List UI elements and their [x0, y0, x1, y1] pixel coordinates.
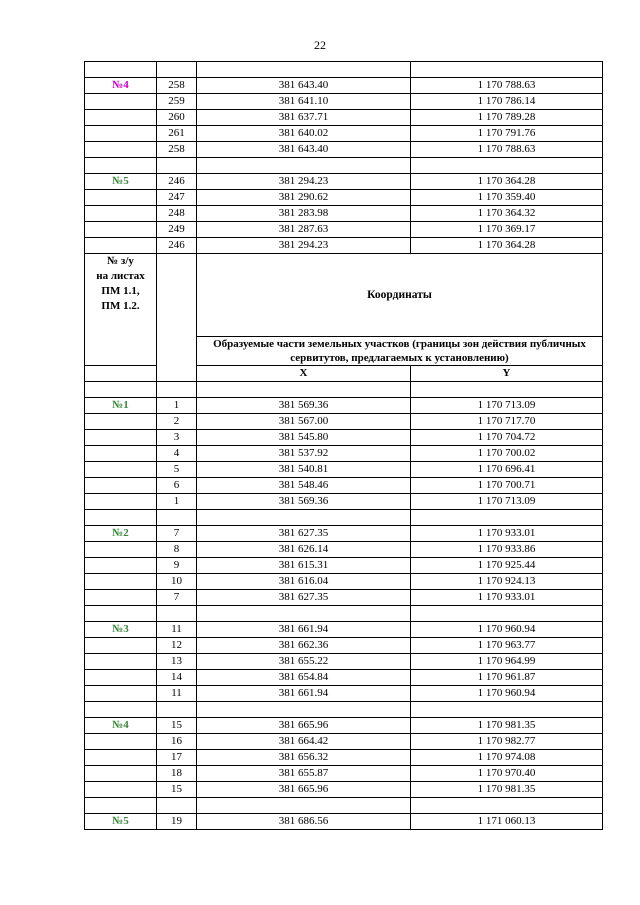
parcel-label-cell: [85, 142, 157, 158]
parcel-label-cell: №1: [85, 398, 157, 414]
x-coordinate-cell: [197, 798, 411, 814]
x-coordinate-cell: 381 567.00: [197, 414, 411, 430]
parcel-label-cell: [85, 638, 157, 654]
parcel-label-cell: [85, 494, 157, 510]
y-coordinate-cell: 1 170 788.63: [411, 142, 603, 158]
x-coordinate-cell: 381 537.92: [197, 446, 411, 462]
y-coordinate-cell: 1 170 786.14: [411, 94, 603, 110]
y-coordinate-cell: 1 170 970.40: [411, 766, 603, 782]
table-row: [85, 78, 603, 94]
point-number-cell: 7: [157, 526, 197, 542]
parcel-label-cell: [85, 414, 157, 430]
parts-title: Образуемые части земельных участков (границы зон действия публичных сервитутов, предлагаемых к установлению): [197, 337, 603, 366]
point-number-header: [157, 254, 197, 382]
y-coordinate-cell: [411, 510, 603, 526]
coordinates-title: Координаты: [197, 254, 603, 337]
parcel-label-cell: [85, 574, 157, 590]
parcel-header-line: на листах: [96, 270, 145, 282]
y-coordinate-cell: 1 170 700.02: [411, 446, 603, 462]
x-coordinate-cell: 381 654.84: [197, 670, 411, 686]
point-number-cell: 246: [157, 174, 197, 190]
x-coordinate-cell: 381 569.36: [197, 494, 411, 510]
point-number-cell: 12: [157, 638, 197, 654]
x-coordinate-cell: 381 287.63: [197, 222, 411, 238]
point-number-cell: 14: [157, 670, 197, 686]
x-coordinate-cell: 381 627.35: [197, 590, 411, 606]
table-row: [85, 142, 603, 158]
y-coordinate-cell: [411, 382, 603, 398]
y-coordinate-cell: 1 170 791.76: [411, 126, 603, 142]
point-number-cell: 9: [157, 558, 197, 574]
y-coordinate-cell: 1 170 964.99: [411, 654, 603, 670]
x-coordinate-cell: 381 626.14: [197, 542, 411, 558]
table-row: [85, 686, 603, 702]
x-coordinate-cell: 381 686.56: [197, 814, 411, 830]
x-coordinate-cell: 381 664.42: [197, 734, 411, 750]
header-blank-cell: [85, 366, 157, 382]
y-coordinate-cell: 1 171 060.13: [411, 814, 603, 830]
blank-row: [85, 62, 603, 78]
table-row: [85, 398, 603, 414]
point-number-cell: 258: [157, 78, 197, 94]
x-coordinate-cell: [197, 382, 411, 398]
point-number-cell: 3: [157, 430, 197, 446]
blank-row: [85, 510, 603, 526]
table-row: [85, 462, 603, 478]
x-coordinate-cell: 381 661.94: [197, 686, 411, 702]
table-row: [85, 526, 603, 542]
x-coordinate-cell: [197, 510, 411, 526]
parcel-label-cell: [85, 222, 157, 238]
y-coordinate-cell: 1 170 960.94: [411, 622, 603, 638]
parcel-label-cell: [85, 558, 157, 574]
point-number-cell: 248: [157, 206, 197, 222]
parcel-header-line: ПМ 1.1,: [101, 285, 140, 297]
y-coordinate-cell: 1 170 364.32: [411, 206, 603, 222]
y-coordinate-cell: [411, 702, 603, 718]
y-coordinate-cell: 1 170 981.35: [411, 718, 603, 734]
y-coordinate-cell: 1 170 704.72: [411, 430, 603, 446]
y-coordinate-cell: [411, 62, 603, 78]
x-coordinate-cell: 381 545.80: [197, 430, 411, 446]
table-row: [85, 478, 603, 494]
point-number-cell: [157, 606, 197, 622]
y-coordinate-cell: 1 170 981.35: [411, 782, 603, 798]
y-coordinate-cell: 1 170 789.28: [411, 110, 603, 126]
y-coordinate-cell: [411, 606, 603, 622]
point-number-cell: 7: [157, 590, 197, 606]
parcel-label-cell: [85, 734, 157, 750]
x-coordinate-cell: 381 643.40: [197, 78, 411, 94]
x-coordinate-cell: [197, 606, 411, 622]
y-column-header: Y: [411, 366, 603, 382]
x-coordinate-cell: 381 616.04: [197, 574, 411, 590]
x-coordinate-cell: 381 661.94: [197, 622, 411, 638]
parcel-label-cell: [85, 62, 157, 78]
blank-row: [85, 798, 603, 814]
table-row: [85, 174, 603, 190]
x-coordinate-cell: 381 290.62: [197, 190, 411, 206]
x-coordinate-cell: 381 540.81: [197, 462, 411, 478]
y-coordinate-cell: 1 170 961.87: [411, 670, 603, 686]
y-coordinate-cell: 1 170 933.01: [411, 526, 603, 542]
point-number-cell: 15: [157, 782, 197, 798]
table-row: [85, 494, 603, 510]
x-coordinate-cell: 381 569.36: [197, 398, 411, 414]
parcel-label-cell: [85, 462, 157, 478]
x-coordinate-cell: 381 643.40: [197, 142, 411, 158]
table-row: [85, 542, 603, 558]
parcel-label-cell: [85, 190, 157, 206]
y-coordinate-cell: 1 170 963.77: [411, 638, 603, 654]
parcel-label-cell: №3: [85, 622, 157, 638]
x-coordinate-cell: 381 615.31: [197, 558, 411, 574]
y-coordinate-cell: 1 170 364.28: [411, 174, 603, 190]
parcel-label-cell: [85, 478, 157, 494]
parcel-label-cell: [85, 430, 157, 446]
table-row: [85, 814, 603, 830]
parcel-label-cell: [85, 702, 157, 718]
point-number-cell: 18: [157, 766, 197, 782]
parcel-label-cell: [85, 126, 157, 142]
table-row: [85, 222, 603, 238]
point-number-cell: 259: [157, 94, 197, 110]
table-row: [85, 638, 603, 654]
y-coordinate-cell: 1 170 933.01: [411, 590, 603, 606]
y-coordinate-cell: 1 170 700.71: [411, 478, 603, 494]
table-row: [85, 574, 603, 590]
point-number-cell: 5: [157, 462, 197, 478]
y-coordinate-cell: 1 170 364.28: [411, 238, 603, 254]
parcel-label-cell: [85, 798, 157, 814]
table-row: [85, 654, 603, 670]
y-coordinate-cell: 1 170 982.77: [411, 734, 603, 750]
point-number-cell: 11: [157, 686, 197, 702]
parcel-header-line: ПМ 1.2.: [101, 300, 140, 312]
y-coordinate-cell: [411, 158, 603, 174]
point-number-cell: 13: [157, 654, 197, 670]
parcel-header-line: № з/у: [107, 255, 134, 267]
y-coordinate-cell: 1 170 974.08: [411, 750, 603, 766]
point-number-cell: 258: [157, 142, 197, 158]
table-row: [85, 430, 603, 446]
y-coordinate-cell: 1 170 696.41: [411, 462, 603, 478]
point-number-cell: 1: [157, 398, 197, 414]
parcel-label-cell: №4: [85, 78, 157, 94]
table-header: [85, 254, 603, 382]
parcel-label-cell: №2: [85, 526, 157, 542]
parcel-label-cell: [85, 382, 157, 398]
table-row: [85, 206, 603, 222]
table-body-upper: [85, 62, 603, 254]
y-coordinate-cell: [411, 798, 603, 814]
parcel-label-cell: [85, 670, 157, 686]
table-row: [85, 750, 603, 766]
table-row: [85, 670, 603, 686]
parcel-label-cell: [85, 542, 157, 558]
parcel-label-cell: [85, 606, 157, 622]
point-number-cell: [157, 510, 197, 526]
x-coordinate-cell: 381 655.87: [197, 766, 411, 782]
parcel-label-cell: [85, 686, 157, 702]
point-number-cell: 17: [157, 750, 197, 766]
x-coordinate-cell: 381 548.46: [197, 478, 411, 494]
table-row: [85, 718, 603, 734]
x-coordinate-cell: 381 641.10: [197, 94, 411, 110]
y-coordinate-cell: 1 170 717.70: [411, 414, 603, 430]
point-number-cell: [157, 702, 197, 718]
parcel-label-cell: №5: [85, 814, 157, 830]
point-number-cell: 249: [157, 222, 197, 238]
x-coordinate-cell: 381 627.35: [197, 526, 411, 542]
x-coordinate-cell: 381 665.96: [197, 718, 411, 734]
table-row: [85, 190, 603, 206]
table-row: [85, 414, 603, 430]
point-number-cell: [157, 158, 197, 174]
x-coordinate-cell: [197, 158, 411, 174]
blank-row: [85, 702, 603, 718]
point-number-cell: 1: [157, 494, 197, 510]
point-number-cell: 261: [157, 126, 197, 142]
point-number-cell: [157, 798, 197, 814]
x-coordinate-cell: 381 637.71: [197, 110, 411, 126]
y-coordinate-cell: 1 170 933.86: [411, 542, 603, 558]
y-coordinate-cell: 1 170 713.09: [411, 398, 603, 414]
point-number-cell: 246: [157, 238, 197, 254]
x-coordinate-cell: 381 640.02: [197, 126, 411, 142]
x-coordinate-cell: 381 655.22: [197, 654, 411, 670]
table-row: [85, 110, 603, 126]
y-coordinate-cell: 1 170 713.09: [411, 494, 603, 510]
x-coordinate-cell: 381 665.96: [197, 782, 411, 798]
y-coordinate-cell: 1 170 925.44: [411, 558, 603, 574]
point-number-cell: 19: [157, 814, 197, 830]
table-row: [85, 734, 603, 750]
point-number-cell: 6: [157, 478, 197, 494]
point-number-cell: 247: [157, 190, 197, 206]
x-coordinate-cell: [197, 702, 411, 718]
parcel-label-cell: [85, 510, 157, 526]
y-coordinate-cell: 1 170 359.40: [411, 190, 603, 206]
x-coordinate-cell: [197, 62, 411, 78]
parcel-label-cell: [85, 94, 157, 110]
x-column-header: X: [197, 366, 411, 382]
blank-row: [85, 382, 603, 398]
page-number: 22: [314, 38, 326, 52]
blank-row: [85, 606, 603, 622]
parcel-label-cell: №5: [85, 174, 157, 190]
x-coordinate-cell: 381 656.32: [197, 750, 411, 766]
table-row: [85, 766, 603, 782]
coordinates-table: [84, 61, 603, 830]
point-number-cell: 10: [157, 574, 197, 590]
y-coordinate-cell: 1 170 788.63: [411, 78, 603, 94]
parcel-label-cell: [85, 750, 157, 766]
table-row: [85, 590, 603, 606]
parcel-label-cell: [85, 766, 157, 782]
x-coordinate-cell: 381 294.23: [197, 238, 411, 254]
parcel-label-cell: [85, 654, 157, 670]
parcel-label-cell: [85, 782, 157, 798]
parcel-label-cell: [85, 238, 157, 254]
parcel-label-cell: [85, 110, 157, 126]
point-number-cell: 2: [157, 414, 197, 430]
point-number-cell: 11: [157, 622, 197, 638]
point-number-cell: [157, 62, 197, 78]
table-row: [85, 238, 603, 254]
parcel-label-cell: [85, 446, 157, 462]
table-row: [85, 782, 603, 798]
parcel-label-cell: [85, 158, 157, 174]
point-number-cell: 260: [157, 110, 197, 126]
point-number-cell: 15: [157, 718, 197, 734]
parcel-label-cell: [85, 590, 157, 606]
x-coordinate-cell: 381 294.23: [197, 174, 411, 190]
table-row: [85, 126, 603, 142]
table-row: [85, 94, 603, 110]
x-coordinate-cell: 381 283.98: [197, 206, 411, 222]
parcel-label-cell: №4: [85, 718, 157, 734]
y-coordinate-cell: 1 170 369.17: [411, 222, 603, 238]
table-row: [85, 558, 603, 574]
parcel-number-header: [85, 254, 157, 366]
blank-row: [85, 158, 603, 174]
parcel-label-cell: [85, 206, 157, 222]
table-body-lower: [85, 382, 603, 830]
point-number-cell: [157, 382, 197, 398]
x-coordinate-cell: 381 662.36: [197, 638, 411, 654]
table-row: [85, 446, 603, 462]
point-number-cell: 16: [157, 734, 197, 750]
y-coordinate-cell: 1 170 924.13: [411, 574, 603, 590]
point-number-cell: 8: [157, 542, 197, 558]
table-row: [85, 622, 603, 638]
y-coordinate-cell: 1 170 960.94: [411, 686, 603, 702]
point-number-cell: 4: [157, 446, 197, 462]
